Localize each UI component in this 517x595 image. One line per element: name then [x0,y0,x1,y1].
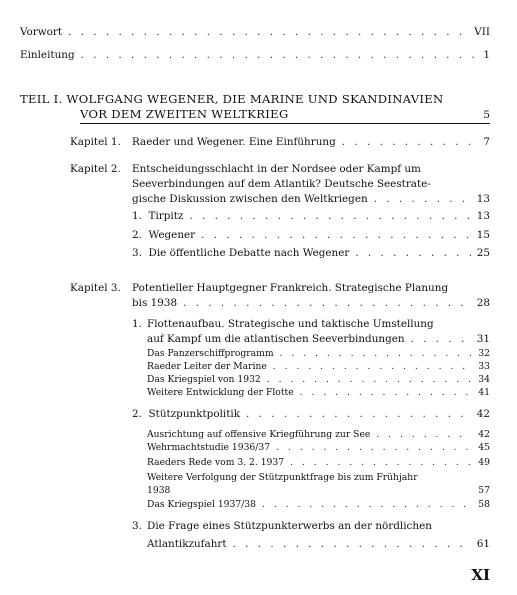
entry-title: Atlantikzufahrt [147,538,227,550]
entry-page: 28 [476,297,490,309]
leader-dots [342,136,478,149]
entry-page: 25 [476,247,490,259]
entry-title: Ausrichtung auf offensive Kriegführung zur See [147,429,371,440]
leader-dots [233,538,471,551]
toc-subentry-3-1-a[interactable] [147,348,490,359]
toc-entry-vorwort[interactable] [20,26,490,39]
toc-entry-chapter-2[interactable] [132,193,490,206]
entry-title: Einleitung [20,49,75,61]
entry-page: 13 [476,193,490,205]
toc-subentry-3-2-d-page: 57 [478,485,490,496]
entry-title: Weitere Entwicklung der Flotte [147,387,294,398]
entry-title: 2. Wegener [132,229,196,241]
entry-number: 1. [132,210,142,222]
entry-title: Raeders Rede vom 3. 2. 1937 [147,457,285,468]
entry-page: 42 [478,429,490,440]
leader-dots [355,247,470,260]
toc-subentry-3-1-c[interactable] [147,374,490,385]
entry-title: bis 1938 [132,297,178,309]
toc-entry-2-2[interactable] [132,229,490,242]
section-3-3-number: 3. [132,520,142,532]
entry-page: 61 [476,538,490,550]
entry-page: 41 [478,387,490,398]
section-3-1-title-line-1: Flottenaufbau. Strategische und taktische Umstellung [147,318,434,330]
page-folio: XI [471,566,490,584]
toc-entry-3-3[interactable] [147,538,490,551]
entry-page: 33 [478,361,490,372]
entry-page: VII [474,26,490,38]
leader-dots [246,408,471,421]
entry-page: 7 [483,136,490,148]
entry-page: 31 [476,333,490,345]
leader-dots [68,26,468,39]
leader-dots [376,429,472,440]
entry-title: Das Kriegspiel von 1932 [147,374,261,385]
entry-page: 45 [478,442,490,453]
toc-entry-2-1[interactable] [132,210,490,223]
entry-number: 3. [132,247,142,259]
toc-entry-3-1[interactable] [147,333,490,346]
leader-dots [183,297,471,310]
toc-entry-chapter-3[interactable] [132,297,490,310]
entry-page: 13 [476,210,490,222]
entry-title: Das Panzerschiffprogramm [147,348,274,359]
leader-dots [411,333,471,346]
entry-page: 1 [483,49,490,61]
chapter-2-title-line-2: Seeverbindungen auf dem Atlantik? Deutsche Seestrate- [132,178,431,190]
toc-subentry-3-2-e[interactable] [147,499,490,510]
part-title-underline [80,123,490,124]
section-3-1-number: 1. [132,318,142,330]
entry-title: Raeder Leiter der Marine [147,361,267,372]
chapter-2-label: Kapitel 2. [70,163,121,175]
entry-title: 2. Stützpunktpolitik [132,408,241,420]
entry-page: 58 [478,499,490,510]
leader-dots [201,229,471,242]
toc-subentry-3-2-d-line-1: Weitere Verfolgung der Stützpunktfrage bis zum Frühjahr [147,472,418,483]
leader-dots [273,361,473,372]
entry-number: 2. [132,408,142,420]
section-3-3-title-line-1: Die Frage eines Stützpunkterwerbs an der nördlichen [147,520,432,532]
entry-title: Das Kriegspiel 1937/38 [147,499,256,510]
toc-entry-chapter-1[interactable] [132,136,490,149]
chapter-1-label: Kapitel 1. [70,136,121,148]
part-title-line-2: VOR DEM ZWEITEN WELTKRIEG [80,107,289,121]
leader-dots [276,442,472,453]
leader-dots [81,49,478,62]
toc-entry-2-3[interactable] [132,247,490,260]
entry-page: 15 [476,229,490,241]
entry-title: gische Diskussion zwischen den Weltkriegen [132,193,368,205]
leader-dots [189,210,470,223]
leader-dots [267,374,473,385]
toc-entry-3-2[interactable] [132,408,490,421]
toc-entry-einleitung[interactable] [20,49,490,62]
leader-dots [300,387,473,398]
leader-dots [280,348,473,359]
entry-page: 42 [476,408,490,420]
chapter-3-title-line-1: Potentieller Hauptgegner Frankreich. Strategische Planung [132,282,449,294]
chapter-2-title-line-1: Entscheidungsschlacht in der Nordsee oder Kampf um [132,163,421,175]
part-page: 5 [483,109,490,121]
entry-page: 34 [478,374,490,385]
toc-subentry-3-2-b[interactable] [147,442,490,453]
entry-number: 2. [132,229,142,241]
chapter-3-label: Kapitel 3. [70,282,121,294]
leader-dots [374,193,471,206]
entry-page: 32 [478,348,490,359]
toc-subentry-3-2-c[interactable] [147,457,490,468]
toc-subentry-3-1-d[interactable] [147,387,490,398]
entry-title: Wehrmachtstudie 1936/37 [147,442,271,453]
leader-dots [290,457,472,468]
entry-title: Vorwort [20,26,63,38]
toc-subentry-3-2-a[interactable] [147,429,490,440]
entry-title: auf Kampf um die atlantischen Seeverbindungen [147,333,405,345]
entry-title: 1. Tirpitz [132,210,184,222]
part-title-line-1: TEIL I. WOLFGANG WEGENER, DIE MARINE UND SKANDINAVIEN [20,92,444,106]
entry-title: Raeder und Wegener. Eine Einführung [132,136,336,148]
leader-dots [262,499,472,510]
toc-subentry-3-2-d-line-2: 1938 [147,485,171,496]
toc-subentry-3-1-b[interactable] [147,361,490,372]
entry-title: 3. Die öffentliche Debatte nach Wegener [132,247,350,259]
entry-page: 49 [478,457,490,468]
